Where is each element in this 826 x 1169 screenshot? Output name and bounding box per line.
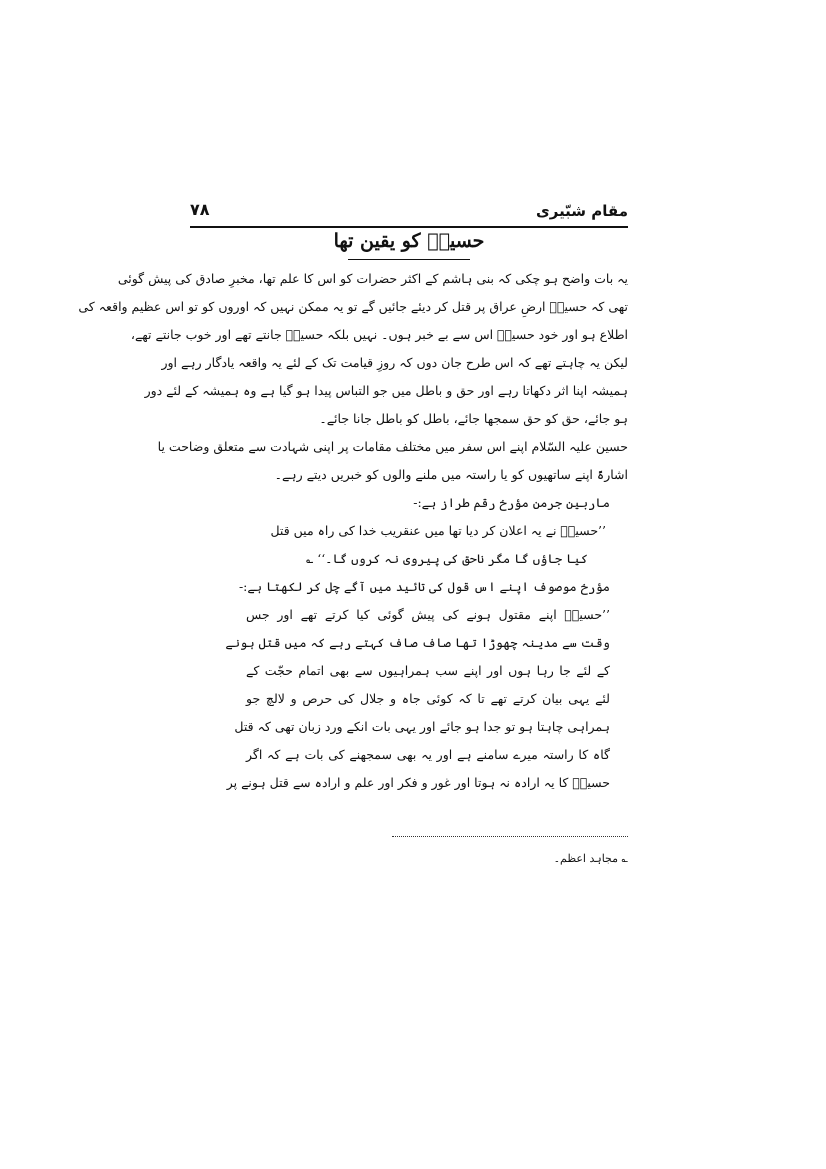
- intro-line-2: مؤرخ موصوف اپنے اس قول کی تائید میں آگے چل کر لکھتا ہے:-: [238, 579, 610, 594]
- text-line: ہو جائے، حق کو حق سمجھا جائے، باطل کو باطل جانا جائے۔: [319, 411, 628, 426]
- header-rule: [190, 226, 628, 228]
- quote-line: کے لئے جا رہا ہوں اور اپنے سب ہمراہیوں سے بھی اتمام حجّت کے: [246, 663, 610, 678]
- heading-underline: [348, 259, 470, 260]
- intro-line-1: ماربین جرمن مؤرخ رقم طراز ہے:-: [413, 495, 610, 510]
- text-line: ہمیشہ اپنا اثر دکھاتا رہے اور حق و باطل میں جو التباس پیدا ہو گیا ہے وہ ہمیشہ کے لئے دور: [144, 383, 628, 398]
- quote-line: لئے یہی بیان کرتے تھے تا کہ کوئی جاہ و جلال کی حرص و لالچ جو: [246, 691, 610, 706]
- quote-line: ’’حسینؑ اپنے مقتول ہونے کی پیش گوئی کیا کرتے تھے اور جس: [246, 607, 610, 622]
- quote-1-line-1: ’’حسینؑ نے یہ اعلان کر دیا تھا میں عنقریب خدا کی راہ میں قتل: [270, 523, 606, 538]
- footnote-separator: [392, 836, 628, 837]
- text-line: اشارۃً اپنے ساتھیوں کو یا راستہ میں ملنے والوں کو خبریں دیتے رہے۔: [274, 467, 628, 482]
- quote-line: حسینؑ کا یہ ارادہ نہ ہوتا اور غور و فکر اور علم و ارادہ سے قتل ہونے پر: [226, 775, 610, 790]
- quote-line: گاہ کا راستہ میرے سامنے ہے اور یہ بھی سمجھنے کی بات ہے کہ اگر: [246, 747, 610, 762]
- text-line: حسین علیہ السّلام اپنے اس سفر میں مختلف مقامات پر اپنی شہادت سے متعلق وضاحت یا: [157, 439, 628, 454]
- text-line: یہ بات واضح ہو چکی کہ بنی ہاشم کے اکثر حضرات کو اس کا علم تھا، مخبرِ صادق کی پیش گوئی: [117, 271, 628, 286]
- paragraph-2: [157, 433, 628, 489]
- page-header: [190, 198, 628, 226]
- footnote: ؎ مجاہد اعظم۔: [553, 852, 628, 865]
- book-title: مقام شبّیری: [535, 202, 628, 220]
- page-number: ۷۸: [190, 200, 210, 219]
- text-line: اطلاع ہو اور خود حسینؑ اس سے بے خبر ہوں۔ نہیں بلکہ حسینؑ جانتے تھے اور خوب جانتے تھے،: [130, 327, 628, 342]
- quote-line: وقت سے مدینہ چھوڑا تھا صاف صاف کہتے رہے کہ میں قتل ہونے: [225, 635, 610, 650]
- quote-1-line-2: کیا جاؤں گا مگر ناحق کی پیروی نہ کروں گا۔‘‘ ؎: [305, 551, 588, 566]
- section-heading: حسینؑ کو یقین تھا: [333, 230, 485, 252]
- text-line: لیکن یہ چاہتے تھے کہ اس طرح جان دوں کہ روزِ قیامت تک کے لئے یہ واقعہ یادگار رہے اور: [161, 355, 628, 370]
- paragraph-1: [78, 265, 628, 433]
- quote-2: [225, 601, 610, 797]
- quote-line: ہمراہی چاہتا ہو تو جدا ہو جائے اور یہی بات انکے ورد زبان تھی کہ قتل: [234, 719, 610, 734]
- text-line: تھی کہ حسینؑ ارضِ عراق پر قتل کر دیئے جائیں گے تو یہ ممکن نہیں کہ اوروں کو تو اس عظیم واقعہ کی: [78, 299, 628, 314]
